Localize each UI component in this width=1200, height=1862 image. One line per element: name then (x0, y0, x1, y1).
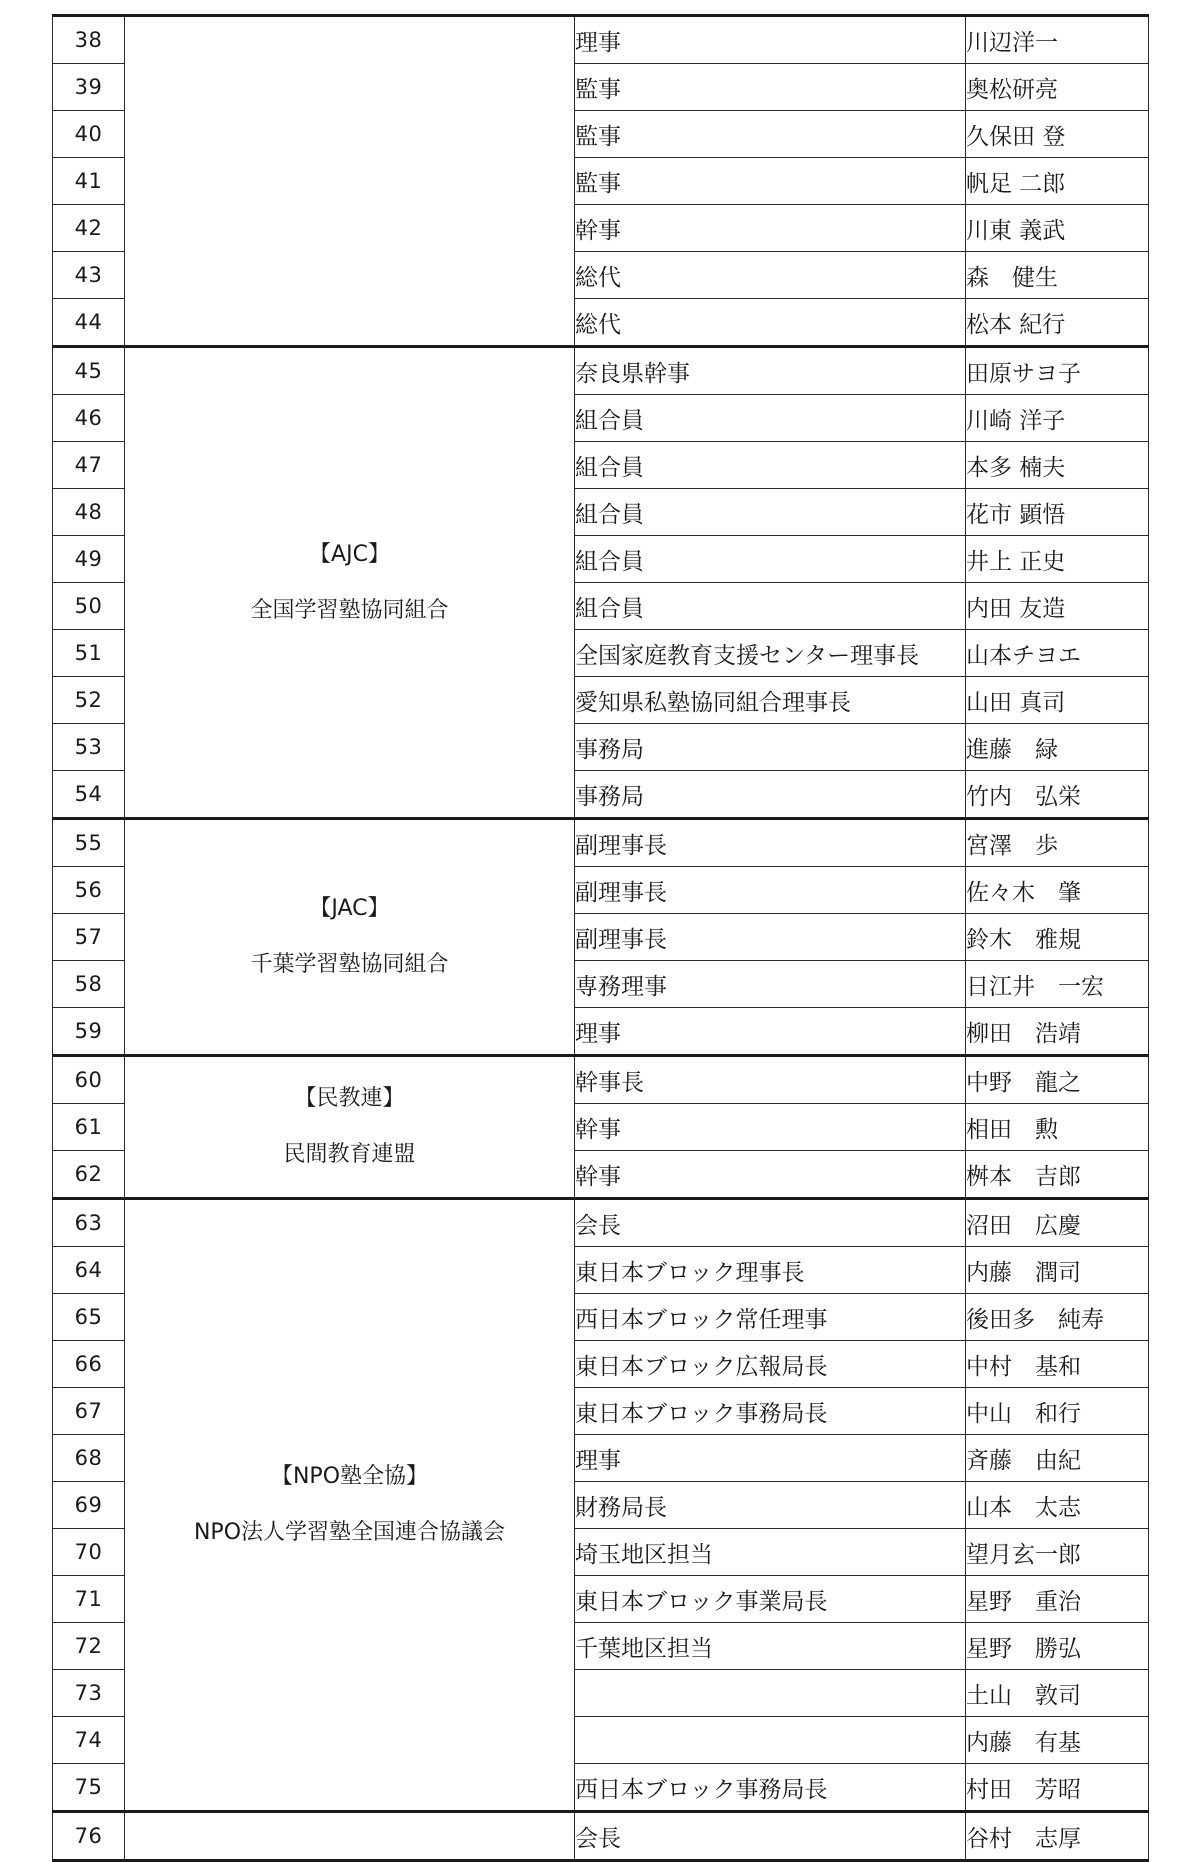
member-name: 内藤 有基 (966, 1717, 1149, 1764)
member-role: 幹事 (575, 205, 966, 252)
member-roster-table (52, 14, 1149, 1862)
row-number: 52 (53, 677, 125, 724)
row-number: 53 (53, 724, 125, 771)
member-role: 副理事長 (575, 867, 966, 914)
table-row (53, 1199, 1149, 1247)
member-name: 桝本 吉郎 (966, 1151, 1149, 1199)
member-name: 川辺洋一 (966, 16, 1149, 64)
member-name: 中村 基和 (966, 1341, 1149, 1388)
member-role: 総代 (575, 299, 966, 347)
row-number: 38 (53, 16, 125, 64)
member-name: 後田多 純寿 (966, 1294, 1149, 1341)
organization-cell (125, 819, 575, 1056)
row-number: 45 (53, 347, 125, 395)
organization-abbreviation: 【民教連】 (294, 1086, 405, 1111)
member-name: 相田 勲 (966, 1104, 1149, 1151)
member-name: 山本 太志 (966, 1482, 1149, 1529)
organization-name: 民間教育連盟 (283, 1142, 416, 1167)
member-name: 進藤 緑 (966, 724, 1149, 771)
member-role: 理事 (575, 16, 966, 64)
member-name: 土山 敦司 (966, 1670, 1149, 1717)
member-role: 理事 (575, 1435, 966, 1482)
member-name: 久保田 登 (966, 111, 1149, 158)
member-role: 西日本ブロック事務局長 (575, 1764, 966, 1812)
member-role (575, 1717, 966, 1764)
member-role: 幹事 (575, 1104, 966, 1151)
row-number: 59 (53, 1008, 125, 1056)
member-name: 山本チヨエ (966, 630, 1149, 677)
member-role: 千葉地区担当 (575, 1623, 966, 1670)
organization-cell (125, 1199, 575, 1812)
member-role: 東日本ブロック広報局長 (575, 1341, 966, 1388)
row-number: 58 (53, 961, 125, 1008)
row-number: 74 (53, 1717, 125, 1764)
member-name: 花市 顕悟 (966, 489, 1149, 536)
member-name: 村田 芳昭 (966, 1764, 1149, 1812)
member-role: 副理事長 (575, 819, 966, 867)
row-number: 56 (53, 867, 125, 914)
member-role: 事務局 (575, 724, 966, 771)
member-name: 本多 楠夫 (966, 442, 1149, 489)
row-number: 75 (53, 1764, 125, 1812)
member-name: 中山 和行 (966, 1388, 1149, 1435)
table-row (53, 16, 1149, 64)
organization-abbreviation: 【JAC】 (309, 896, 390, 921)
member-role: 事務局 (575, 771, 966, 819)
row-number: 65 (53, 1294, 125, 1341)
row-number: 69 (53, 1482, 125, 1529)
row-number: 40 (53, 111, 125, 158)
member-name: 川崎 洋子 (966, 395, 1149, 442)
member-roster-sheet (52, 14, 1148, 1852)
member-name: 柳田 浩靖 (966, 1008, 1149, 1056)
member-role: 組合員 (575, 442, 966, 489)
member-name: 日江井 一宏 (966, 961, 1149, 1008)
table-row (53, 347, 1149, 395)
organization-cell (125, 16, 575, 347)
member-name: 佐々木 肇 (966, 867, 1149, 914)
row-number: 64 (53, 1247, 125, 1294)
row-number: 42 (53, 205, 125, 252)
member-name: 山田 真司 (966, 677, 1149, 724)
table-row (53, 1056, 1149, 1104)
member-name: 斉藤 由紀 (966, 1435, 1149, 1482)
member-role: 東日本ブロック事務局長 (575, 1388, 966, 1435)
member-name: 竹内 弘栄 (966, 771, 1149, 819)
member-role: 財務局長 (575, 1482, 966, 1529)
member-name: 内田 友造 (966, 583, 1149, 630)
row-number: 67 (53, 1388, 125, 1435)
member-role: 組合員 (575, 489, 966, 536)
member-name: 帆足 二郎 (966, 158, 1149, 205)
member-name: 森 健生 (966, 252, 1149, 299)
organization-name: NPO法人学習塾全国連合協議会 (193, 1520, 506, 1545)
member-name: 内藤 潤司 (966, 1247, 1149, 1294)
row-number: 61 (53, 1104, 125, 1151)
member-role: 監事 (575, 158, 966, 205)
table-row (53, 1812, 1149, 1861)
member-name: 星野 重治 (966, 1576, 1149, 1623)
member-name: 宮澤 歩 (966, 819, 1149, 867)
member-role: 幹事 (575, 1151, 966, 1199)
organization-abbreviation: 【AJC】 (309, 541, 390, 567)
row-number: 44 (53, 299, 125, 347)
row-number: 72 (53, 1623, 125, 1670)
member-role: 組合員 (575, 583, 966, 630)
member-role: 東日本ブロック理事長 (575, 1247, 966, 1294)
member-name: 谷村 志厚 (966, 1812, 1149, 1861)
row-number: 39 (53, 64, 125, 111)
row-number: 50 (53, 583, 125, 630)
member-name: 奥松研亮 (966, 64, 1149, 111)
organization-cell (125, 1812, 575, 1861)
member-name: 井上 正史 (966, 536, 1149, 583)
member-role: 監事 (575, 64, 966, 111)
member-name: 松本 紀行 (966, 299, 1149, 347)
row-number: 55 (53, 819, 125, 867)
member-name: 鈴木 雅規 (966, 914, 1149, 961)
member-name: 星野 勝弘 (966, 1623, 1149, 1670)
row-number: 73 (53, 1670, 125, 1717)
organization-name: 千葉学習塾協同組合 (250, 952, 449, 977)
member-role: 組合員 (575, 536, 966, 583)
member-role: 組合員 (575, 395, 966, 442)
member-role: 会長 (575, 1812, 966, 1861)
row-number: 71 (53, 1576, 125, 1623)
table-row (53, 819, 1149, 867)
member-role: 西日本ブロック常任理事 (575, 1294, 966, 1341)
member-name: 沼田 広慶 (966, 1199, 1149, 1247)
member-name: 川東 義武 (966, 205, 1149, 252)
row-number: 49 (53, 536, 125, 583)
member-role: 副理事長 (575, 914, 966, 961)
row-number: 48 (53, 489, 125, 536)
row-number: 76 (53, 1812, 125, 1861)
member-role: 愛知県私塾協同組合理事長 (575, 677, 966, 724)
member-role: 幹事長 (575, 1056, 966, 1104)
member-role: 会長 (575, 1199, 966, 1247)
row-number: 43 (53, 252, 125, 299)
member-role: 専務理事 (575, 961, 966, 1008)
member-role: 東日本ブロック事業局長 (575, 1576, 966, 1623)
member-role (575, 1670, 966, 1717)
member-role: 埼玉地区担当 (575, 1529, 966, 1576)
row-number: 41 (53, 158, 125, 205)
member-role: 奈良県幹事 (575, 347, 966, 395)
row-number: 54 (53, 771, 125, 819)
organization-abbreviation: 【NPO塾全協】 (270, 1464, 429, 1489)
row-number: 46 (53, 395, 125, 442)
member-name: 中野 龍之 (966, 1056, 1149, 1104)
member-role: 理事 (575, 1008, 966, 1056)
member-name: 田原サヨ子 (966, 347, 1149, 395)
organization-cell (125, 1056, 575, 1199)
row-number: 68 (53, 1435, 125, 1482)
row-number: 66 (53, 1341, 125, 1388)
row-number: 60 (53, 1056, 125, 1104)
member-name: 望月玄一郎 (966, 1529, 1149, 1576)
row-number: 51 (53, 630, 125, 677)
member-role: 総代 (575, 252, 966, 299)
member-role: 全国家庭教育支援センター理事長 (575, 630, 966, 677)
organization-name: 全国学習塾協同組合 (250, 597, 449, 623)
row-number: 57 (53, 914, 125, 961)
organization-cell (125, 347, 575, 819)
member-role: 監事 (575, 111, 966, 158)
row-number: 47 (53, 442, 125, 489)
row-number: 70 (53, 1529, 125, 1576)
row-number: 62 (53, 1151, 125, 1199)
row-number: 63 (53, 1199, 125, 1247)
